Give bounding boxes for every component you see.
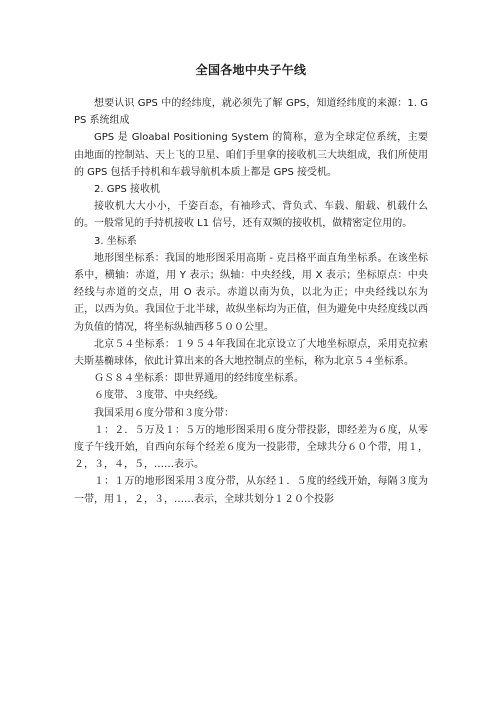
paragraph-three-degree-zone: １：１万的地形图采用３度分带，从东经１．５度的经线开始，每隔３度为一带，用１，２，３，……表示，全球共划分１２０个投影 bbox=[74, 476, 428, 505]
paragraph-zone-methods: 我国采用６度分带和３度分带： bbox=[94, 407, 234, 419]
document-page bbox=[74, 62, 428, 508]
paragraph-beijing54: 北京５４坐标系：１９５４年我国在北京设立了大地坐标原点，采用克拉索夫斯基椭球体，依此计算出来的各大地控制点的坐标，称为北京５４坐标系。 bbox=[74, 338, 428, 368]
paragraph-gps-definition: GPS 是 Gloabal Positioning System 的简称，意为全球定位系统，主要由地面的控制站、天上飞的卫星、咱们手里拿的接收机三大块组成，我们所使用的 GPS 包括手持机和车载导航机本质上都是 GPS 接受机。 bbox=[74, 132, 428, 178]
paragraph-zones: ６度带、３度带、中央经线。 bbox=[94, 390, 224, 402]
section-heading-coordinates: 3. 坐标系 bbox=[94, 235, 137, 247]
paragraph-map-coordinate-system: 地形图坐标系：我国的地形图采用高斯 - 克吕格平面直角坐标系。在该坐标系中，横轴：赤道，用 Y 表示；纵轴：中央经线，用 X 表示；坐标原点：中央经线与赤道的交点，用 O 表示。赤道以南为负，以北为正；中央经线以东为正，以西为负。我国位于北半球，故纵坐标均为正值，但为避免中央经度线以西为负值的情况，将坐标纵轴西移５００公里。 bbox=[74, 252, 428, 333]
paragraph-six-degree-zone: １：２．５万及１：５万的地形图采用６度分带投影，即经差为６度，从零度子午线开始，自西向东每个经差６度为一投影带，全球共分６０个带，用１，２，３，４，５，……表示。 bbox=[74, 424, 428, 471]
paragraph-receiver: 接收机大大小小，千姿百态，有袖珍式、背负式、车载、船载、机载什么的。一般常见的手持机接收 L1 信号，还有双频的接收机，做精密定位用的。 bbox=[74, 201, 428, 230]
document-title: 全国各地中央子午线 bbox=[195, 63, 307, 77]
section-heading-receiver: 2. GPS 接收机 bbox=[94, 184, 161, 196]
paragraph-gs84: ＧＳ８４坐标系：即世界通用的经纬度坐标系。 bbox=[94, 373, 304, 385]
paragraph-intro: 想要认识 GPS 中的经纬度，就必须先了解 GPS，知道经纬度的来源：1. GPS 系统组成 bbox=[74, 98, 428, 127]
